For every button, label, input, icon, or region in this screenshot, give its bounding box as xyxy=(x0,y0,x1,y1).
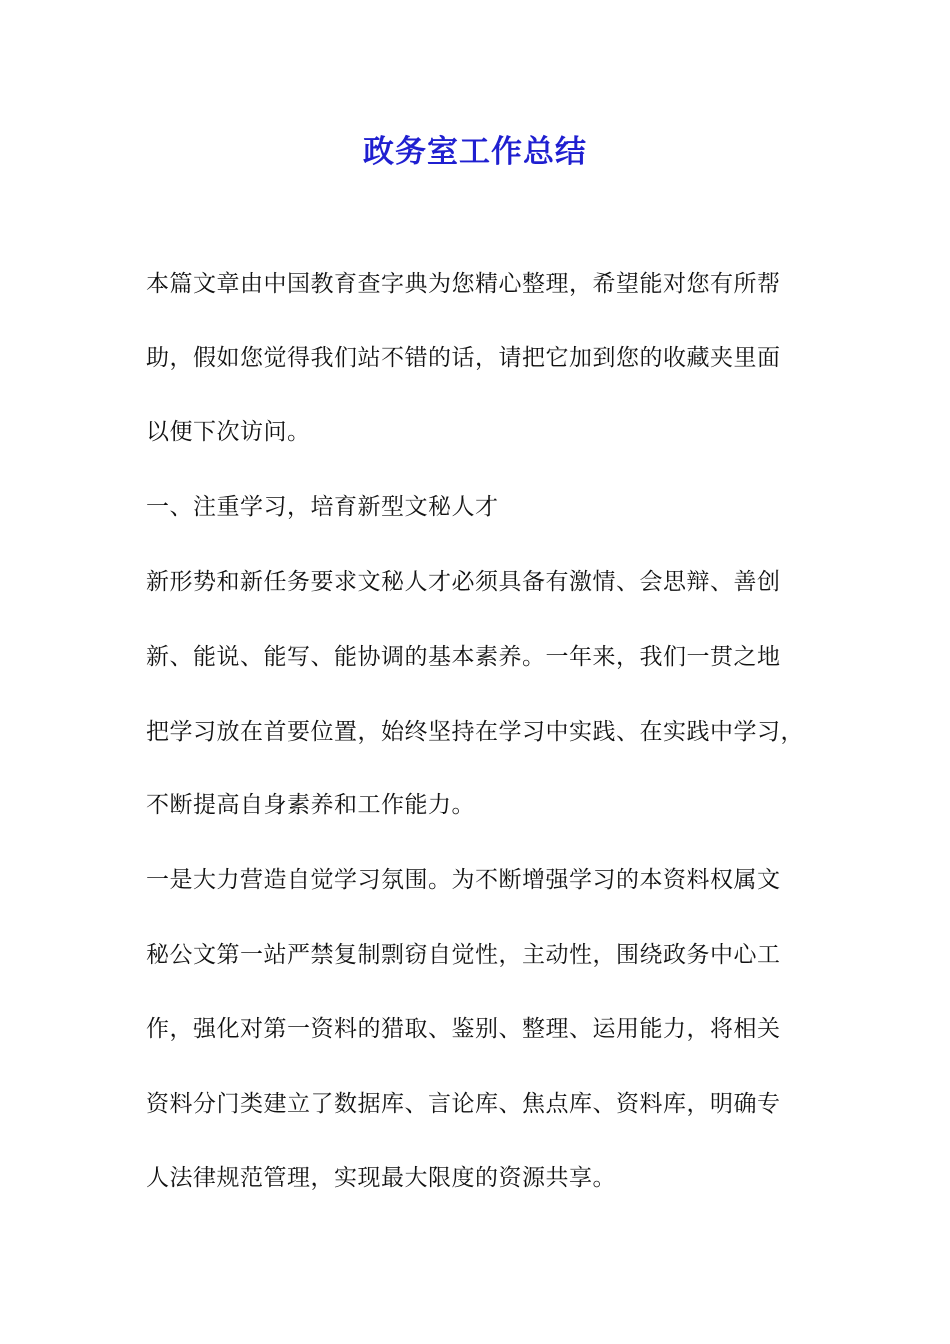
paragraph-line: 把学习放在首要位置，始终坚持在学习中实践、在实践中学习， xyxy=(146,719,804,745)
paragraph-line: 人法律规范管理，实现最大限度的资源共享。 xyxy=(146,1165,616,1191)
paragraph-line: 秘公文第一站严禁复制剽窃自觉性，主动性，围绕政务中心工 xyxy=(146,942,781,968)
paragraph-line: 本篇文章由中国教育查字典为您精心整理，希望能对您有所帮 xyxy=(146,271,781,297)
document-title: 政务室工作总结 xyxy=(363,134,587,170)
paragraph-line: 一是大力营造自觉学习氛围。为不断增强学习的本资料权属文 xyxy=(146,867,781,893)
paragraph-line: 不断提高自身素养和工作能力。 xyxy=(146,792,475,818)
section-heading: 一、注重学习，培育新型文秘人才 xyxy=(146,494,499,520)
paragraph-line: 新、能说、能写、能协调的基本素养。一年来，我们一贯之地 xyxy=(146,644,781,670)
paragraph-line: 助，假如您觉得我们站不错的话，请把它加到您的收藏夹里面 xyxy=(146,345,781,371)
paragraph-line: 新形势和新任务要求文秘人才必须具备有激情、会思辩、善创 xyxy=(146,569,781,595)
paragraph-line: 以便下次访问。 xyxy=(146,419,311,445)
paragraph-line: 资料分门类建立了数据库、言论库、焦点库、资料库，明确专 xyxy=(146,1091,781,1117)
paragraph-line: 作，强化对第一资料的猎取、鉴别、整理、运用能力，将相关 xyxy=(146,1016,781,1042)
